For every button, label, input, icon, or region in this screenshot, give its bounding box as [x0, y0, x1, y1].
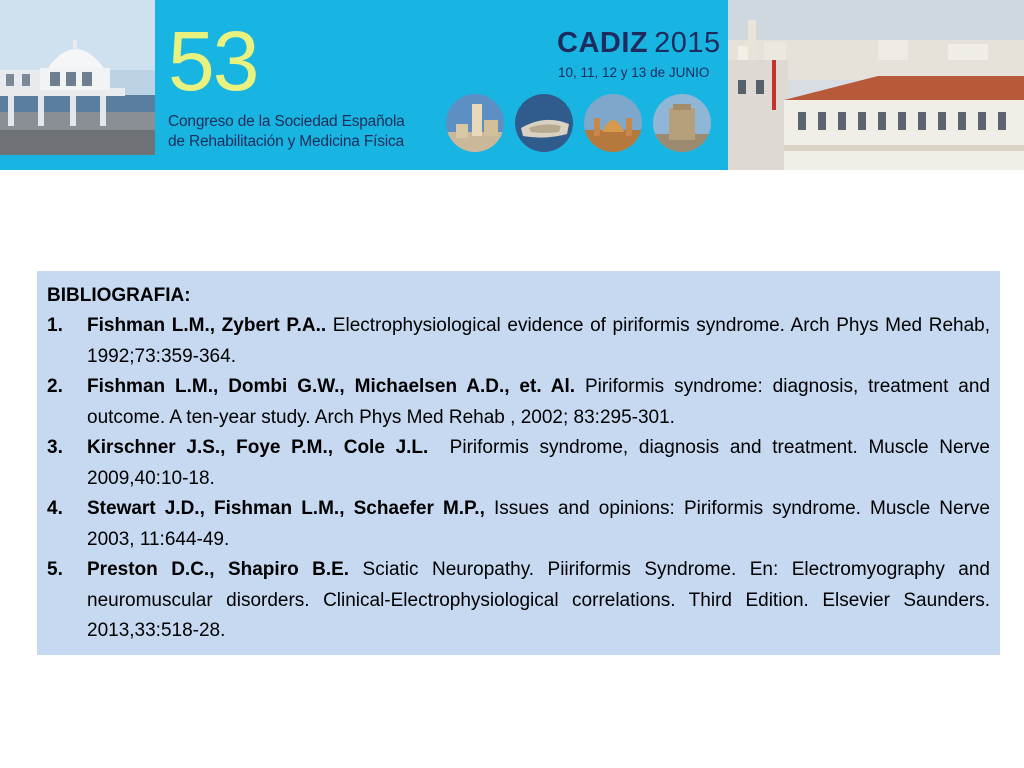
reference-number: 3.: [47, 437, 63, 458]
congress-title-line1: Congreso de la Sociedad Española: [168, 113, 405, 130]
castle-tower-photo: [653, 94, 711, 152]
congress-dates: 10, 11, 12 y 13 de JUNIO: [558, 65, 710, 80]
reference-text: Issues and opinions: Piriformis syndrome. Muscle Nerve 2003, 11:644-49.: [87, 498, 990, 550]
congress-number: 53: [168, 14, 258, 108]
congress-year: 2015: [654, 27, 721, 59]
reference-number: 2.: [47, 376, 63, 397]
congress-title: [168, 112, 405, 152]
pavilion-photo: [0, 0, 155, 155]
reference-item: [47, 555, 990, 647]
reference-text: Piriformis syndrome: diagnosis, treatment and outcome. A ten-year study. Arch Phys Med Rehab , 2002; 83:295-301.: [87, 376, 990, 428]
cathedral-tower-photo: [446, 94, 504, 152]
reference-item: [47, 311, 990, 372]
reference-authors: Kirschner J.S., Foye P.M., Cole J.L.: [87, 437, 429, 458]
reference-text: Sciatic Neuropathy. Piiriformis Syndrome. En: Electromyography and neuromuscular disorders. Clinical-Electrophysiological correlations. Third Edition. Elsevier Saunders. 2013,33:518-28.: [87, 559, 990, 641]
header-banner: [0, 0, 1024, 170]
bibliography-box: [37, 271, 1000, 655]
cathedral-dome-photo: [584, 94, 642, 152]
city-rooftops-photo: [728, 0, 1024, 170]
aerial-city-photo: [515, 94, 573, 152]
reference-authors: Fishman L.M., Zybert P.A..: [87, 315, 327, 336]
reference-number: 5.: [47, 559, 63, 580]
bibliography-heading: BIBLIOGRAFIA:: [47, 285, 191, 306]
reference-authors: Fishman L.M., Dombi G.W., Michaelsen A.D., et. Al.: [87, 376, 576, 397]
reference-authors: Preston D.C., Shapiro B.E.: [87, 559, 350, 580]
bibliography-list: [47, 311, 996, 647]
reference-item: [47, 494, 990, 555]
reference-number: 1.: [47, 315, 63, 336]
reference-text: Electrophysiological evidence of piriformis syndrome. Arch Phys Med Rehab, 1992;73:359-364.: [87, 315, 990, 367]
reference-text: Piriformis syndrome, diagnosis and treatment. Muscle Nerve 2009,40:10-18.: [87, 437, 996, 489]
city-name: CADIZ: [557, 27, 649, 59]
reference-authors: Stewart J.D., Fishman L.M., Schaefer M.P.,: [87, 498, 485, 519]
reference-item: [47, 433, 996, 494]
reference-number: 4.: [47, 498, 63, 519]
reference-item: [47, 372, 990, 433]
city-title: [557, 27, 721, 59]
congress-title-line2: de Rehabilitación y Medicina Física: [168, 133, 404, 150]
